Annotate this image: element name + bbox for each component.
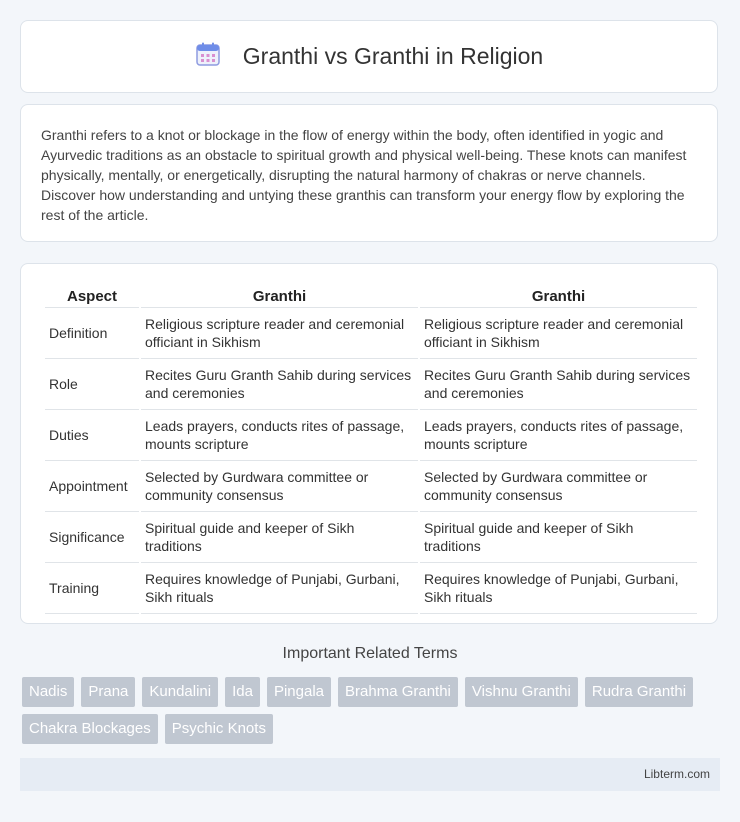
table-cell: Definition bbox=[45, 308, 139, 359]
table-cell: Role bbox=[45, 359, 139, 410]
term-tag[interactable]: Vishnu Granthi bbox=[465, 677, 578, 707]
table-cell: Requires knowledge of Punjabi, Gurbani, Sikh rituals bbox=[141, 563, 418, 614]
table-cell: Religious scripture reader and ceremonial officiant in Sikhism bbox=[141, 308, 418, 359]
comparison-table bbox=[43, 284, 699, 614]
calendar-icon bbox=[195, 41, 221, 72]
page-title: Granthi vs Granthi in Religion bbox=[242, 43, 544, 69]
term-tag[interactable]: Ida bbox=[225, 677, 260, 707]
column-header: Granthi bbox=[420, 284, 697, 308]
table-cell: Leads prayers, conducts rites of passage, mounts scripture bbox=[420, 410, 697, 461]
table-cell: Spiritual guide and keeper of Sikh traditions bbox=[141, 512, 418, 563]
term-tag[interactable]: Rudra Granthi bbox=[585, 677, 693, 707]
table-cell: Appointment bbox=[45, 461, 139, 512]
term-tag[interactable]: Nadis bbox=[22, 677, 74, 707]
header-card bbox=[20, 20, 718, 93]
related-terms-list bbox=[22, 677, 722, 744]
table-cell: Spiritual guide and keeper of Sikh traditions bbox=[420, 512, 697, 563]
table-cell: Religious scripture reader and ceremonial officiant in Sikhism bbox=[420, 308, 697, 359]
table-cell: Recites Guru Granth Sahib during services and ceremonies bbox=[420, 359, 697, 410]
column-header: Granthi bbox=[141, 284, 418, 308]
table-cell: Requires knowledge of Punjabi, Gurbani, Sikh rituals bbox=[420, 563, 697, 614]
table-row bbox=[45, 410, 697, 461]
table-cell: Selected by Gurdwara committee or community consensus bbox=[420, 461, 697, 512]
table-cell: Leads prayers, conducts rites of passage, mounts scripture bbox=[141, 410, 418, 461]
term-tag[interactable]: Chakra Blockages bbox=[22, 714, 158, 744]
intro-text: Granthi refers to a knot or blockage in the flow of energy within the body, often identified in yogic and Ayurvedic traditions as an obstacle to spiritual growth and physical well-being. These knots can manifest physically, mentally, or energetically, disrupting the natural harmony of chakras or nerve channels. Discover how understanding and untying these granthis can transform your energy flow by exploring the rest of the article. bbox=[20, 104, 718, 242]
comparison-table-card bbox=[20, 263, 718, 624]
term-tag[interactable]: Kundalini bbox=[142, 677, 218, 707]
table-row bbox=[45, 359, 697, 410]
table-row bbox=[45, 461, 697, 512]
term-tag[interactable]: Prana bbox=[81, 677, 135, 707]
table-header-row bbox=[45, 284, 697, 308]
term-tag[interactable]: Pingala bbox=[267, 677, 331, 707]
term-tag[interactable]: Brahma Granthi bbox=[338, 677, 458, 707]
table-row bbox=[45, 512, 697, 563]
table-row bbox=[45, 563, 697, 614]
table-cell: Significance bbox=[45, 512, 139, 563]
table-cell: Recites Guru Granth Sahib during services and ceremonies bbox=[141, 359, 418, 410]
related-terms-title: Important Related Terms bbox=[282, 645, 458, 662]
column-header: Aspect bbox=[45, 284, 139, 308]
table-row bbox=[45, 308, 697, 359]
footer-site-link[interactable]: Libterm.com bbox=[643, 767, 710, 781]
table-cell: Training bbox=[45, 563, 139, 614]
table-cell: Duties bbox=[45, 410, 139, 461]
table-cell: Selected by Gurdwara committee or community consensus bbox=[141, 461, 418, 512]
footer bbox=[20, 758, 720, 791]
term-tag[interactable]: Psychic Knots bbox=[165, 714, 273, 744]
